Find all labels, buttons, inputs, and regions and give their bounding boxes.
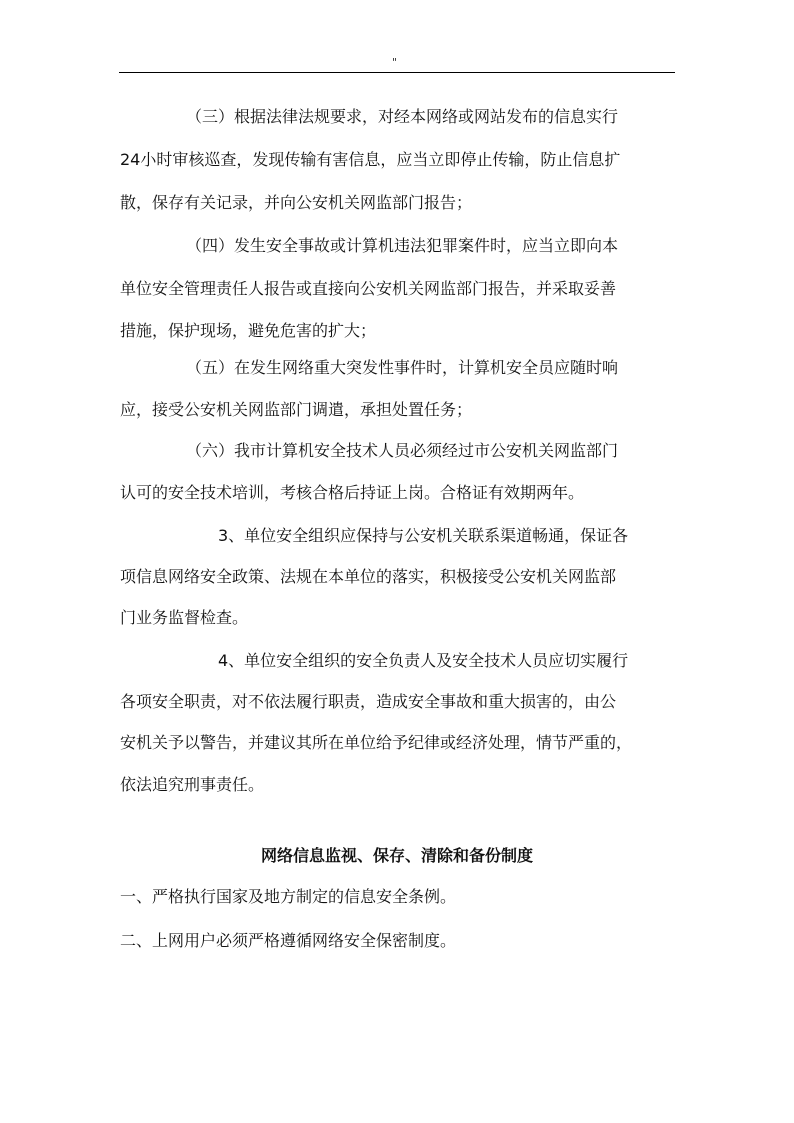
paragraph-line: 门业务监督检查。 <box>120 608 249 627</box>
paragraph-line: 单位安全管理责任人报告或直接向公安机关网监部门报告，并采取妥善 <box>120 279 617 298</box>
paragraph-line: 项信息网络安全政策、法规在本单位的落实，积极接受公安机关网监部 <box>120 567 617 586</box>
section-item: 一、严格执行国家及地方制定的信息安全条例。 <box>120 887 457 906</box>
paragraph-line: 3、单位安全组织应保持与公安机关联系渠道畅通，保证各 <box>218 526 629 545</box>
header-rule <box>119 72 675 73</box>
paragraph-line: 24小时审核巡查，发现传输有害信息，应当立即停止传输，防止信息扩 <box>120 150 621 169</box>
paragraph-line: （三）根据法律法规要求，对经本网络或网站发布的信息实行 <box>186 107 619 126</box>
paragraph-line: 措施，保护现场，避免危害的扩大； <box>120 321 377 340</box>
paragraph-line: （五）在发生网络重大突发性事件时，计算机安全员应随时响 <box>186 358 619 377</box>
paragraph-line: （四）发生安全事故或计算机违法犯罪案件时，应当立即向本 <box>186 236 619 255</box>
paragraph-line: 依法追究刑事责任。 <box>120 775 265 794</box>
paragraph-line: 认可的安全技术培训，考核合格后持证上岗。合格证有效期两年。 <box>120 483 585 502</box>
paragraph-line: 4、单位安全组织的安全负责人及安全技术人员应切实履行 <box>218 651 629 670</box>
section-item: 二、上网用户必须严格遵循网络安全保密制度。 <box>120 931 457 950</box>
paragraph-line: 各项安全职责，对不依法履行职责，造成安全事故和重大损害的，由公 <box>120 692 617 711</box>
paragraph-line: 安机关予以警告，并建议其所在单位给予纪律或经济处理，情节严重的， <box>120 733 633 752</box>
paragraph-line: 应，接受公安机关网监部门调遣，承担处置任务； <box>120 400 473 419</box>
paragraph-line: （六）我市计算机安全技术人员必须经过市公安机关网监部门 <box>186 441 619 460</box>
section-title: 网络信息监视、保存、清除和备份制度 <box>260 846 533 865</box>
header-mark: " <box>392 56 398 69</box>
paragraph-line: 散，保存有关记录，并向公安机关网监部门报告； <box>120 193 473 212</box>
